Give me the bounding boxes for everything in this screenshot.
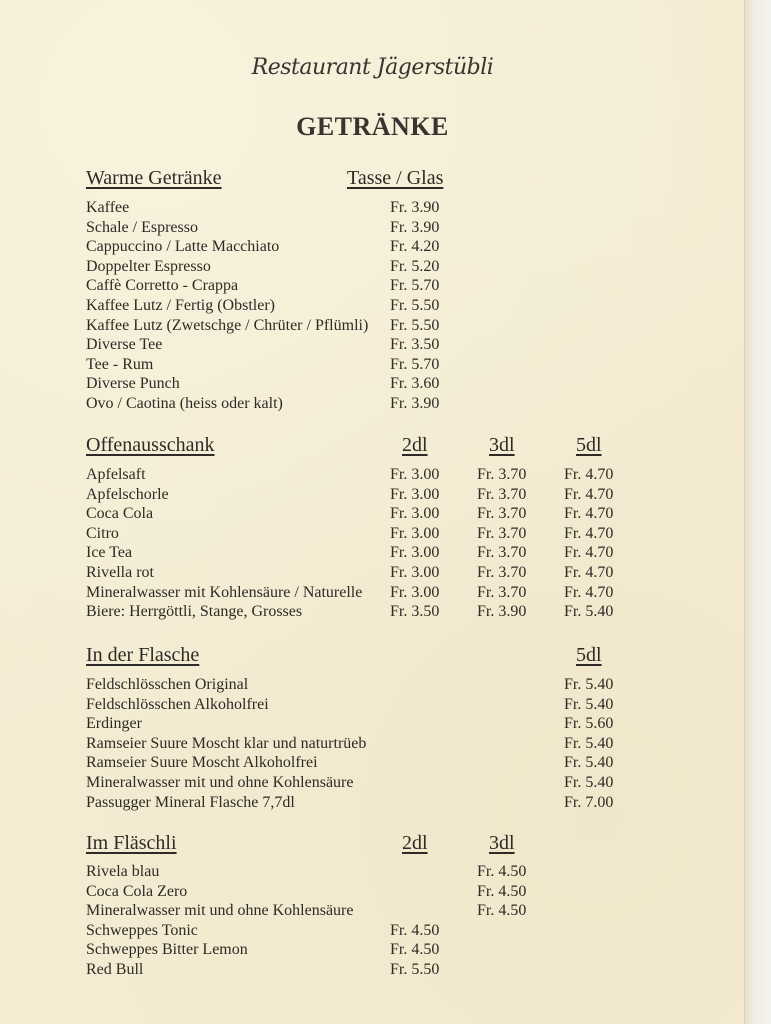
page-title: GETRÄNKE [296, 112, 449, 141]
item-price: Fr. 5.40 [564, 774, 614, 791]
item-name: Mineralwasser mit Kohlensäure / Naturelle [86, 583, 363, 601]
menu-item [0, 940, 745, 960]
menu-item [0, 734, 745, 754]
restaurant-name: Restaurant Jägerstübli [251, 55, 494, 80]
item-price: Fr. 4.50 [390, 941, 440, 959]
item-price: Fr. 4.50 [477, 902, 527, 920]
item-name: Ice Tea [86, 544, 133, 562]
item-price: Fr. 5.20 [390, 257, 440, 275]
item-price: Fr. 3.90 [477, 603, 527, 621]
item-name: Ovo / Caotina (heiss oder kalt) [86, 395, 283, 412]
item-price: Fr. 4.20 [390, 238, 440, 256]
item-price: Fr. 4.50 [477, 863, 527, 880]
item-name: Apfelsaft [86, 466, 146, 483]
item-name: Schweppes Tonic [86, 921, 198, 939]
item-price: Fr. 3.90 [390, 199, 440, 216]
menu-item [0, 218, 745, 238]
item-name: Kaffee [86, 199, 130, 216]
item-price: Fr. 3.70 [477, 583, 527, 601]
item-price: Fr. 3.70 [477, 505, 527, 523]
menu-item [0, 465, 745, 485]
item-name: Kaffee Lutz (Zwetschge / Chrüter / Pflümli) [86, 316, 369, 334]
item-price: Fr. 3.70 [477, 564, 527, 581]
item-price: Fr. 4.50 [390, 921, 440, 939]
item-price: Fr. 3.00 [390, 466, 440, 483]
item-price: Fr. 3.60 [390, 375, 440, 393]
menu-item [0, 793, 745, 813]
item-price: Fr. 3.00 [390, 524, 440, 542]
item-name: Rivela blau [86, 863, 160, 880]
item-name: Doppelter Espresso [86, 257, 211, 275]
item-name: Citro [86, 524, 119, 542]
menu-item [0, 563, 745, 583]
item-price: Fr. 5.40 [564, 676, 614, 693]
menu-item [0, 198, 745, 218]
section-heading-warm: Warme Getränke [86, 167, 222, 189]
item-price: Fr. 3.70 [477, 485, 527, 503]
menu-item [0, 921, 745, 941]
item-price: Fr. 4.70 [564, 524, 614, 542]
section-heading-open: Offenausschank [86, 434, 215, 456]
menu-item [0, 773, 745, 793]
section-heading-small-bottle: Im Fläschli [86, 832, 177, 854]
item-price: Fr. 3.70 [477, 524, 527, 542]
menu-item [0, 882, 745, 902]
item-name: Tee - Rum [86, 355, 154, 373]
menu-item [0, 355, 745, 375]
item-price: Fr. 3.00 [390, 564, 440, 581]
item-price: Fr. 4.70 [564, 544, 614, 562]
item-price: Fr. 3.70 [477, 466, 527, 483]
item-price: Fr. 7.00 [564, 793, 614, 811]
item-name: Mineralwasser mit und ohne Kohlensäure [86, 902, 354, 920]
section-heading-bottle: In der Flasche [86, 644, 200, 666]
menu-item [0, 316, 745, 336]
item-price: Fr. 3.90 [390, 395, 440, 412]
item-price: Fr. 3.50 [390, 603, 440, 621]
item-name: Erdinger [86, 715, 142, 733]
item-price: Fr. 5.60 [564, 715, 614, 733]
item-name: Kaffee Lutz / Fertig (Obstler) [86, 297, 275, 314]
column-heading-5dl: 5dl [576, 434, 602, 456]
item-price: Fr. 5.50 [390, 316, 440, 334]
item-price: Fr. 4.70 [564, 485, 614, 503]
column-heading-3dl: 3dl [489, 434, 515, 456]
item-price: Fr. 4.70 [564, 466, 614, 483]
column-heading-bottle-5dl: 5dl [576, 644, 602, 666]
item-price: Fr. 3.90 [390, 218, 440, 236]
menu-item [0, 695, 745, 715]
item-price: Fr. 5.70 [390, 355, 440, 373]
item-name: Coca Cola Zero [86, 882, 188, 900]
menu-item [0, 335, 745, 355]
item-name: Rivella rot [86, 564, 154, 581]
menu-item [0, 714, 745, 734]
item-name: Coca Cola [86, 505, 154, 523]
column-heading-small-3dl: 3dl [489, 832, 515, 854]
item-price: Fr. 3.00 [390, 583, 440, 601]
item-price: Fr. 5.70 [390, 277, 440, 295]
item-name: Feldschlösschen Original [86, 676, 249, 693]
item-price: Fr. 5.50 [390, 297, 440, 314]
column-heading-2dl: 2dl [402, 434, 428, 456]
item-name: Red Bull [86, 961, 144, 978]
item-name: Biere: Herrgöttli, Stange, Grosses [86, 603, 303, 621]
menu-item [0, 675, 745, 695]
menu-item [0, 257, 745, 277]
item-price: Fr. 5.40 [564, 695, 614, 713]
item-name: Schweppes Bitter Lemon [86, 941, 248, 959]
menu-item [0, 960, 745, 980]
item-name: Mineralwasser mit und ohne Kohlensäure [86, 774, 354, 791]
item-price: Fr. 5.50 [390, 961, 440, 978]
item-name: Apfelschorle [86, 485, 169, 503]
column-heading-small-2dl: 2dl [402, 832, 428, 854]
item-price: Fr. 3.00 [390, 505, 440, 523]
item-price: Fr. 3.00 [390, 485, 440, 503]
item-name: Ramseier Suure Moscht klar und naturtrüeb [86, 734, 367, 752]
item-price: Fr. 4.50 [477, 882, 527, 900]
item-price: Fr. 5.40 [564, 734, 614, 752]
item-price: Fr. 3.70 [477, 544, 527, 562]
menu-item [0, 524, 745, 544]
item-price: Fr. 4.70 [564, 583, 614, 601]
menu-item [0, 862, 745, 882]
menu-item [0, 583, 745, 603]
item-price: Fr. 5.40 [564, 754, 614, 772]
item-name: Schale / Espresso [86, 218, 198, 236]
menu-item [0, 543, 745, 563]
menu-item [0, 374, 745, 394]
menu-item [0, 602, 745, 622]
menu-item [0, 753, 745, 773]
item-name: Caffè Corretto - Crappa [86, 277, 239, 295]
item-name: Diverse Punch [86, 375, 180, 393]
menu-item [0, 485, 745, 505]
column-heading-cup-glass: Tasse / Glas [347, 167, 444, 189]
item-price: Fr. 3.00 [390, 544, 440, 562]
item-name: Cappuccino / Latte Macchiato [86, 238, 280, 256]
item-name: Passugger Mineral Flasche 7,7dl [86, 793, 295, 811]
menu-item [0, 276, 745, 296]
item-name: Feldschlösschen Alkoholfrei [86, 695, 269, 713]
menu-item [0, 237, 745, 257]
item-price: Fr. 3.50 [390, 336, 440, 354]
page-edge [744, 0, 771, 1024]
menu-item [0, 901, 745, 921]
item-price: Fr. 5.40 [564, 603, 614, 621]
menu-item [0, 296, 745, 316]
item-price: Fr. 4.70 [564, 564, 614, 581]
menu-item [0, 394, 745, 414]
item-name: Ramseier Suure Moscht Alkoholfrei [86, 754, 318, 772]
item-name: Diverse Tee [86, 336, 163, 354]
menu-item [0, 504, 745, 524]
item-price: Fr. 4.70 [564, 505, 614, 523]
